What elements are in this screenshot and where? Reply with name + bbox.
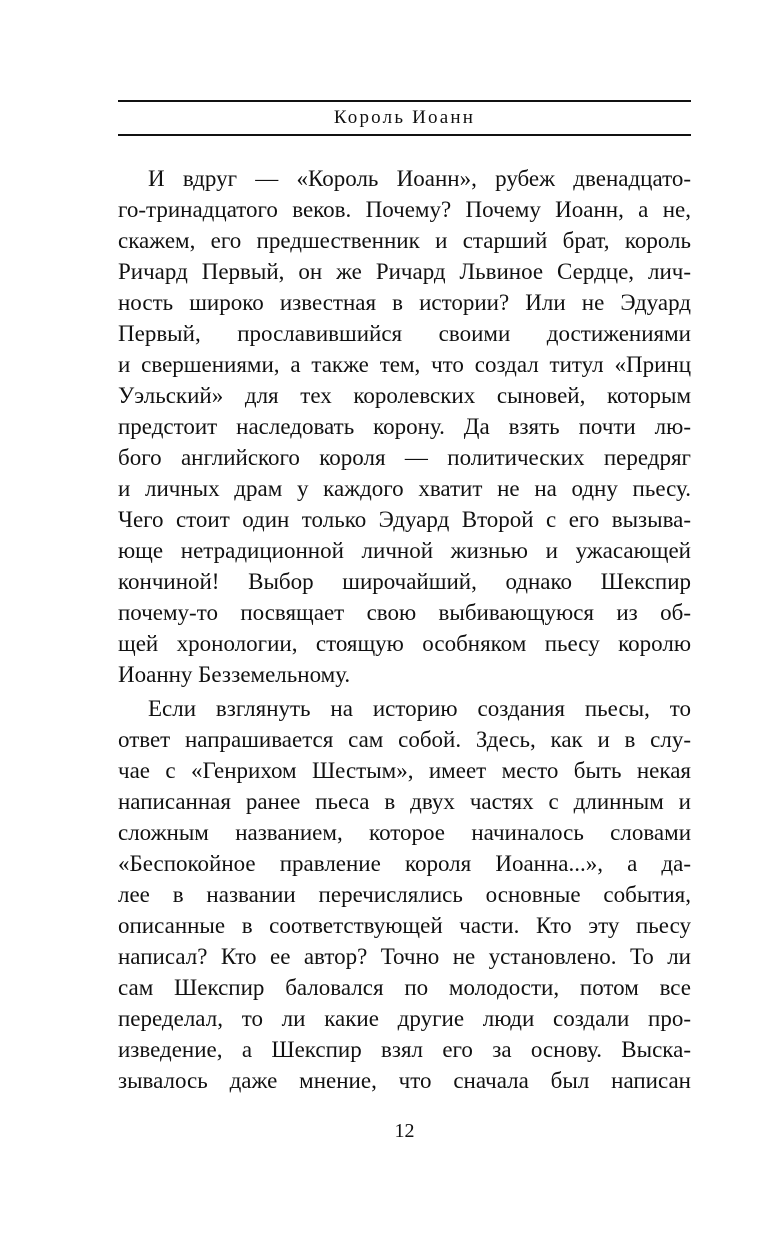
text-line: сложным названием, которое начиналось словами xyxy=(118,820,691,845)
text-line: и личных драм у каждого хватит не на одну пьесу. xyxy=(118,476,691,501)
header-rule-top xyxy=(118,100,691,102)
text-line: Первый, прославившийся своими достижениями xyxy=(118,321,691,346)
text-line: ность широко известная в истории? Или не Эдуард xyxy=(118,290,691,315)
text-line: сам Шекспир баловался по молодости, потом все xyxy=(118,975,691,1000)
page-number: 12 xyxy=(394,1120,415,1142)
text-line: щей хронологии, стоящую особняком пьесу королю xyxy=(118,631,691,656)
text-line: Ричард Первый, он же Ричард Львиное Сердце, лич- xyxy=(118,259,691,284)
text-line: Иоанну Безземельному. xyxy=(118,662,351,687)
text-line: и свершениями, а также тем, что создал титул «Принц xyxy=(118,352,691,377)
running-title: Король Иоанн xyxy=(333,107,476,128)
text-line: написанная ранее пьеса в двух частях с длинным и xyxy=(118,789,691,814)
text-line: описанные в соответствующей части. Кто эту пьесу xyxy=(118,913,691,938)
text-line: юще нетрадиционной личной жизнью и ужасающей xyxy=(118,538,691,563)
text-line: изведение, а Шекспир взял его за основу. Выска- xyxy=(118,1037,691,1062)
header-rule-bottom xyxy=(118,134,691,136)
text-line: предстоит наследовать корону. Да взять почти лю- xyxy=(118,414,691,439)
text-line: зывалось даже мнение, что сначала был написан xyxy=(118,1068,691,1093)
text-line: Если взглянуть на историю создания пьесы, то xyxy=(148,696,691,721)
text-line: ответ напрашивается сам собой. Здесь, как и в слу- xyxy=(118,727,691,752)
text-line: написал? Кто ее автор? Точно не установлено. То ли xyxy=(118,944,691,969)
text-line: Чего стоит один только Эдуард Второй с его вызыва- xyxy=(118,507,691,532)
text-line: Уэльский» для тех королевских сыновей, которым xyxy=(118,383,691,408)
text-line: «Беспокойное правление короля Иоанна...», а да- xyxy=(118,851,691,876)
text-line: бого английского короля — политических передряг xyxy=(118,445,691,470)
text-line: переделал, то ли какие другие люди создали про- xyxy=(118,1006,691,1031)
text-line: чае с «Генрихом Шестым», имеет место быть некая xyxy=(118,758,691,783)
text-line: скажем, его предшественник и старший брат, король xyxy=(118,228,691,253)
text-line: почему-то посвящает свою выбивающуюся из об- xyxy=(118,600,691,625)
text-line: кончиной! Выбор широчайший, однако Шекспир xyxy=(118,569,691,594)
text-line: го-тринадцатого веков. Почему? Почему Иоанн, а не, xyxy=(118,197,691,222)
text-line: И вдруг — «Король Иоанн», рубеж двенадцато- xyxy=(148,166,691,191)
text-line: лее в названии перечислялись основные события, xyxy=(118,882,691,907)
